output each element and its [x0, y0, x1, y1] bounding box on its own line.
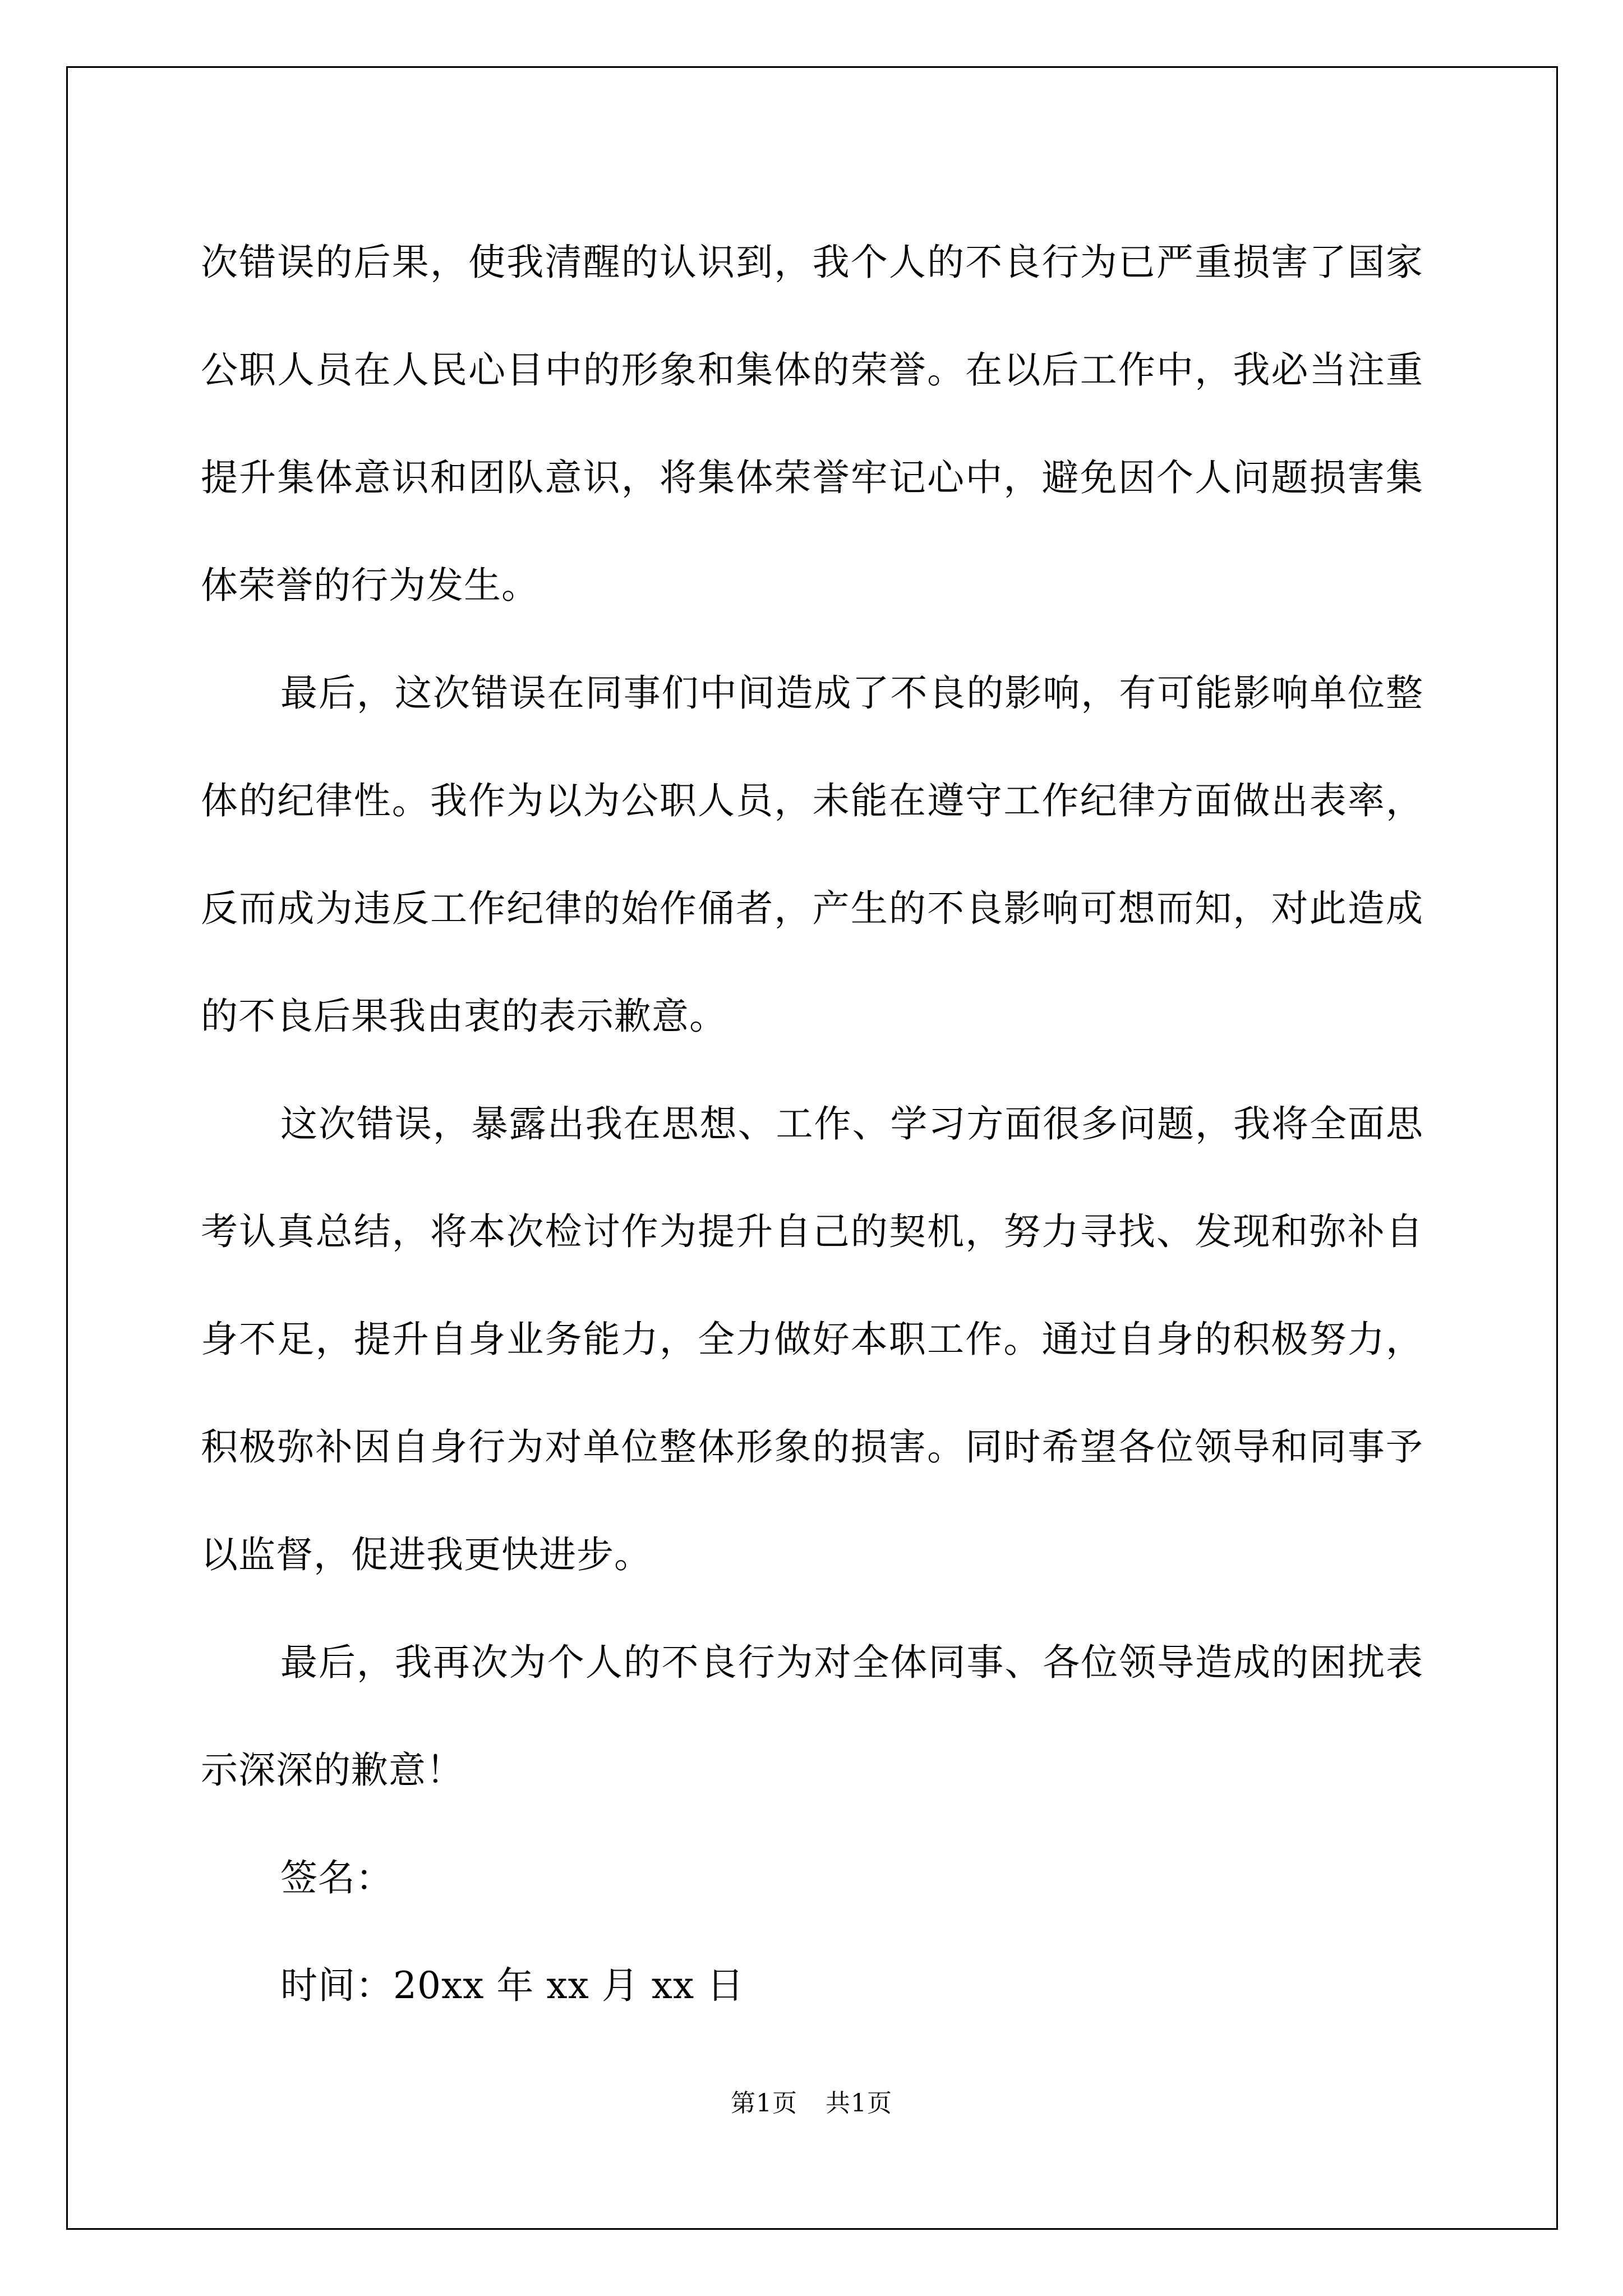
paragraph-3: 这次错误，暴露出我在思想、工作、学习方面很多问题，我将全面思考认真总结，将本次检讨作为提升自己的契机，努力寻找、发现和弥补自身不足，提升自身业务能力，全力做好本职工作。通过自身的积极努力，积极弥补因自身行为对单位整体形象的损害。同时希望各位领导和同事予以监督，促进我更快进步。: [201, 1102, 1423, 1576]
signature-line: 签名：: [280, 1856, 393, 1899]
paragraph-1: 次错误的后果，使我清醒的认识到，我个人的不良行为已严重损害了国家公职人员在人民心目中的形象和集体的荣誉。在以后工作中，我必当注重提升集体意识和团队意识，将集体荣誉牢记心中，避免因个人问题损害集体荣誉的行为发生。: [201, 241, 1423, 607]
page-number-total: 共1页: [826, 2089, 892, 2118]
paragraph-4: 最后，我再次为个人的不良行为对全体同事、各位领导造成的困扰表示深深的歉意！: [201, 1641, 1423, 1792]
paragraph-2: 最后，这次错误在同事们中间造成了不良的影响，有可能影响单位整体的纪律性。我作为以为公职人员，未能在遵守工作纪律方面做出表率，反而成为违反工作纪律的始作俑者，产生的不良影响可想而知，对此造成的不良后果我由衷的表示歉意。: [201, 671, 1423, 1038]
document-body: [201, 209, 1423, 2040]
date-line: 时间：20xx 年 xx 月 xx 日: [280, 1964, 745, 2007]
page-number-current: 第1页: [731, 2089, 797, 2118]
page-footer: [0, 2083, 1623, 2119]
